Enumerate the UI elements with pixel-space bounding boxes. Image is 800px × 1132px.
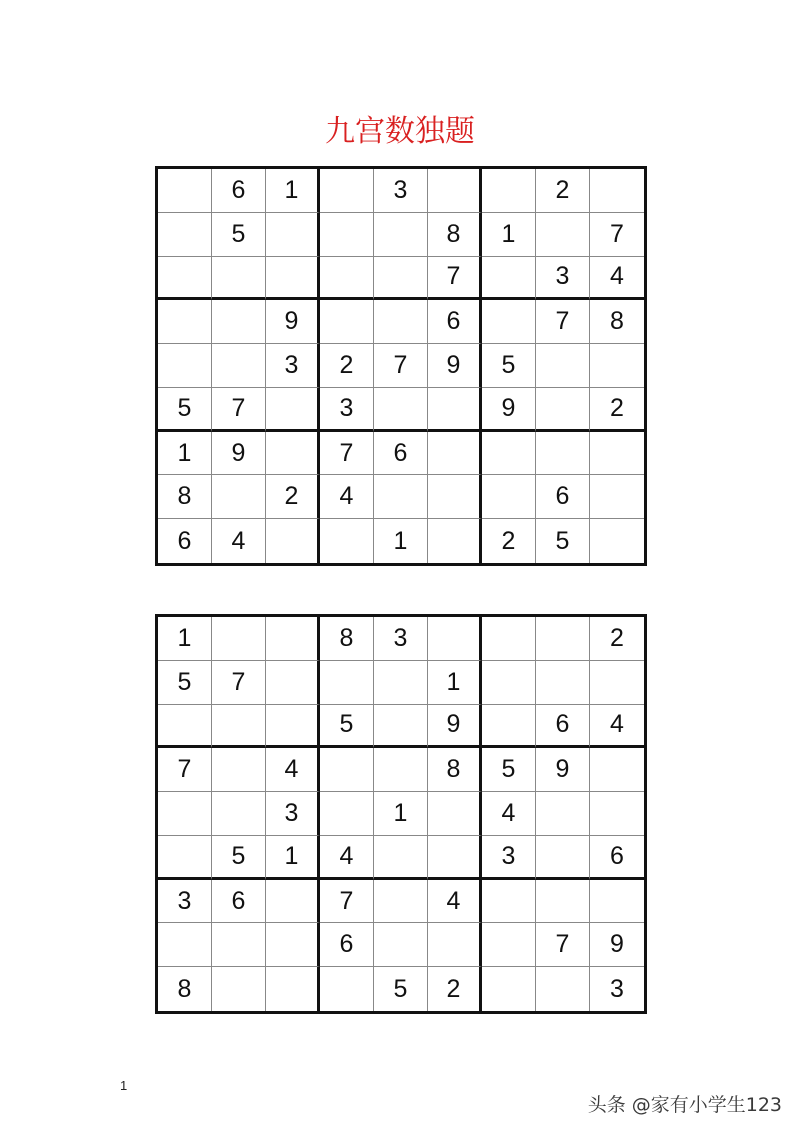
sudoku-cell: 5 — [482, 748, 536, 792]
sudoku-cell: 5 — [212, 836, 266, 880]
sudoku-cell: 6 — [590, 836, 644, 880]
sudoku-cell — [158, 213, 212, 257]
sudoku-cell: 2 — [428, 967, 482, 1011]
sudoku-cell — [428, 169, 482, 213]
sudoku-cell: 5 — [374, 967, 428, 1011]
sudoku-cell — [428, 836, 482, 880]
sudoku-cell — [212, 967, 266, 1011]
sudoku-cell: 3 — [320, 388, 374, 432]
sudoku-cell — [374, 880, 428, 924]
sudoku-cell — [482, 169, 536, 213]
sudoku-cell — [374, 257, 428, 301]
sudoku-cell — [374, 705, 428, 749]
page-number: 1 — [120, 1078, 128, 1093]
sudoku-cell — [212, 617, 266, 661]
sudoku-cell — [536, 880, 590, 924]
sudoku-cell: 1 — [158, 617, 212, 661]
sudoku-cell — [212, 300, 266, 344]
sudoku-cell: 5 — [536, 519, 590, 563]
sudoku-cell: 1 — [266, 169, 320, 213]
sudoku-cell — [158, 836, 212, 880]
sudoku-cell — [320, 519, 374, 563]
sudoku-cell — [536, 967, 590, 1011]
sudoku-cell — [590, 169, 644, 213]
sudoku-cell — [266, 519, 320, 563]
sudoku-cell: 6 — [536, 475, 590, 519]
sudoku-cell: 6 — [536, 705, 590, 749]
sudoku-cell: 9 — [482, 388, 536, 432]
sudoku-cell — [536, 432, 590, 476]
sudoku-cell — [212, 923, 266, 967]
sudoku-cell: 1 — [158, 432, 212, 476]
sudoku-cell — [320, 661, 374, 705]
sudoku-cell — [536, 388, 590, 432]
sudoku-cell — [320, 257, 374, 301]
sudoku-cell — [536, 213, 590, 257]
sudoku-cell — [158, 923, 212, 967]
sudoku-cell: 6 — [428, 300, 482, 344]
sudoku-cell: 4 — [320, 475, 374, 519]
sudoku-cell: 9 — [266, 300, 320, 344]
sudoku-cell: 9 — [536, 748, 590, 792]
sudoku-cell — [590, 792, 644, 836]
sudoku-cell: 5 — [320, 705, 374, 749]
sudoku-cell — [320, 967, 374, 1011]
sudoku-cell — [482, 300, 536, 344]
sudoku-cell: 6 — [212, 880, 266, 924]
sudoku-cell: 3 — [482, 836, 536, 880]
sudoku-cell — [590, 519, 644, 563]
sudoku-cell — [320, 213, 374, 257]
sudoku-cell: 7 — [212, 661, 266, 705]
page-title: 九宫数独题 — [325, 114, 475, 149]
sudoku-cell: 7 — [590, 213, 644, 257]
sudoku-cell — [320, 748, 374, 792]
sudoku-cell — [536, 792, 590, 836]
sudoku-cell: 9 — [428, 344, 482, 388]
sudoku-cell — [482, 967, 536, 1011]
sudoku-cell: 4 — [320, 836, 374, 880]
sudoku-grid-1 — [155, 166, 647, 566]
sudoku-cell — [266, 967, 320, 1011]
sudoku-cell — [374, 388, 428, 432]
sudoku-cell — [158, 169, 212, 213]
sudoku-cell — [482, 661, 536, 705]
sudoku-cell — [428, 617, 482, 661]
sudoku-cell — [266, 257, 320, 301]
sudoku-cell: 4 — [266, 748, 320, 792]
sudoku-cell: 3 — [266, 344, 320, 388]
sudoku-cell: 2 — [590, 617, 644, 661]
sudoku-cell: 7 — [374, 344, 428, 388]
sudoku-cell — [266, 705, 320, 749]
sudoku-cell: 9 — [212, 432, 266, 476]
sudoku-cell — [158, 300, 212, 344]
sudoku-cell — [536, 661, 590, 705]
sudoku-cell — [212, 475, 266, 519]
sudoku-cell — [158, 792, 212, 836]
sudoku-cell — [266, 661, 320, 705]
sudoku-cell — [482, 705, 536, 749]
sudoku-cell: 5 — [158, 661, 212, 705]
sudoku-cell: 9 — [590, 923, 644, 967]
sudoku-cell — [428, 923, 482, 967]
watermark: 头条 @家有小学生123 — [587, 1094, 782, 1116]
sudoku-cell: 8 — [428, 213, 482, 257]
sudoku-cell — [428, 792, 482, 836]
sudoku-cell — [482, 475, 536, 519]
sudoku-cell: 4 — [590, 257, 644, 301]
sudoku-cell — [374, 748, 428, 792]
sudoku-cell — [590, 880, 644, 924]
sudoku-cell — [266, 432, 320, 476]
sudoku-cell: 1 — [428, 661, 482, 705]
sudoku-cell — [482, 923, 536, 967]
sudoku-cell: 8 — [590, 300, 644, 344]
sudoku-cell: 7 — [428, 257, 482, 301]
sudoku-cell: 3 — [158, 880, 212, 924]
sudoku-cell — [482, 880, 536, 924]
sudoku-cell: 4 — [212, 519, 266, 563]
sudoku-cell — [428, 432, 482, 476]
sudoku-cell: 3 — [536, 257, 590, 301]
sudoku-cell: 3 — [266, 792, 320, 836]
sudoku-cell — [266, 617, 320, 661]
sudoku-cell — [212, 344, 266, 388]
sudoku-cell — [266, 213, 320, 257]
sudoku-cell — [374, 661, 428, 705]
sudoku-cell — [320, 300, 374, 344]
sudoku-cell: 8 — [320, 617, 374, 661]
sudoku-cell — [266, 388, 320, 432]
sudoku-cell: 9 — [428, 705, 482, 749]
sudoku-grid-2 — [155, 614, 647, 1014]
sudoku-cell: 6 — [158, 519, 212, 563]
sudoku-cell: 4 — [590, 705, 644, 749]
sudoku-cell: 7 — [536, 300, 590, 344]
sudoku-cell — [482, 432, 536, 476]
sudoku-cell — [590, 432, 644, 476]
sudoku-cell: 1 — [374, 519, 428, 563]
sudoku-cell — [374, 300, 428, 344]
sudoku-cell: 7 — [158, 748, 212, 792]
sudoku-cell: 2 — [590, 388, 644, 432]
sudoku-cell — [212, 705, 266, 749]
sudoku-cell: 6 — [374, 432, 428, 476]
sudoku-cell: 3 — [374, 617, 428, 661]
sudoku-cell: 1 — [374, 792, 428, 836]
sudoku-cell — [266, 923, 320, 967]
sudoku-cell: 5 — [482, 344, 536, 388]
sudoku-cell — [212, 792, 266, 836]
sudoku-cell — [428, 519, 482, 563]
sudoku-cell — [158, 344, 212, 388]
sudoku-cell — [374, 475, 428, 519]
sudoku-cell — [320, 169, 374, 213]
sudoku-cell — [374, 213, 428, 257]
sudoku-cell: 7 — [536, 923, 590, 967]
sudoku-cell: 3 — [610, 974, 624, 1003]
sudoku-cell: 1 — [482, 213, 536, 257]
sudoku-cell — [482, 617, 536, 661]
sudoku-cell: 2 — [482, 519, 536, 563]
sudoku-cell — [590, 661, 644, 705]
sudoku-cell — [320, 792, 374, 836]
sudoku-cell: 5 — [158, 388, 212, 432]
sudoku-cell — [536, 617, 590, 661]
sudoku-cell — [374, 836, 428, 880]
sudoku-cell — [266, 880, 320, 924]
sudoku-cell: 7 — [212, 388, 266, 432]
sudoku-cell: 8 — [428, 748, 482, 792]
sudoku-cell — [482, 257, 536, 301]
sudoku-cell — [374, 923, 428, 967]
sudoku-cell — [590, 475, 644, 519]
sudoku-cell: 7 — [320, 432, 374, 476]
sudoku-cell: 7 — [320, 880, 374, 924]
sudoku-cell: 1 — [266, 836, 320, 880]
sudoku-cell — [536, 344, 590, 388]
sudoku-cell — [428, 475, 482, 519]
sudoku-cell: 2 — [320, 344, 374, 388]
sudoku-cell: 8 — [158, 967, 212, 1011]
sudoku-cell: 8 — [158, 475, 212, 519]
sudoku-cell — [212, 257, 266, 301]
sudoku-cell — [428, 388, 482, 432]
sudoku-cell: 4 — [428, 880, 482, 924]
sudoku-cell: 6 — [320, 923, 374, 967]
sudoku-cell: 5 — [212, 213, 266, 257]
sudoku-cell — [158, 257, 212, 301]
sudoku-cell — [536, 836, 590, 880]
sudoku-cell — [590, 748, 644, 792]
sudoku-cell: 2 — [536, 169, 590, 213]
sudoku-cell: 3 — [374, 169, 428, 213]
sudoku-cell: 6 — [212, 169, 266, 213]
sudoku-cell: 2 — [266, 475, 320, 519]
sudoku-cell — [158, 705, 212, 749]
sudoku-cell — [212, 748, 266, 792]
sudoku-cell: 4 — [482, 792, 536, 836]
sudoku-cell — [590, 344, 644, 388]
